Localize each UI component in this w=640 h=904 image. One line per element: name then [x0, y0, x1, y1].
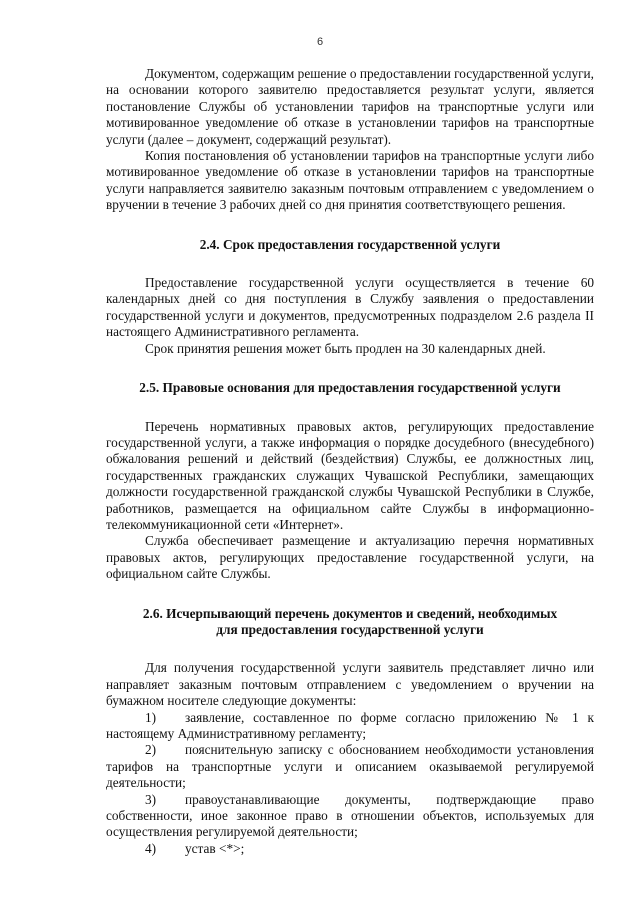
page-number: 6: [316, 36, 324, 48]
list-item: [106, 742, 594, 791]
paragraph-legal-acts-list: Перечень нормативных правовых актов, регулирующих предоставление государственной услуги, а также информация о порядке досудебного (внесудебного) обжалования решений и действий (бездействия) Службы, ее должностных лиц, государственных гражданских служащих Чувашской Республики, замещающих должности государственной гражданской службы Чувашской Республики в Службе, работников, размещается на официальном сайте Службы в информационно-телекоммуникационной сети «Интернет».: [106, 418, 594, 532]
paragraph-term-provision: Предоставление государственной услуги осуществляется в течение 60 календарных дней со дня поступления в Службу заявления о предоставлении государственной услуги и документов, предусмотренных подразделом 2.6 раздела II настоящего Административного регламента.: [106, 275, 594, 340]
list-item-number: 4): [145, 840, 157, 856]
list-item-number: 1): [145, 709, 157, 725]
document-body: [106, 66, 594, 857]
list-item-text: заявление, составленное по форме согласно приложению № 1 к настоящему Административному регламенту;: [106, 709, 594, 741]
list-item-text: устав <*>;: [185, 840, 245, 856]
list-item-number: 3): [145, 791, 157, 807]
heading-2-5: 2.5. Правовые основания для предоставления государственной услуги: [139, 380, 561, 396]
list-item: [106, 841, 594, 857]
paragraph-documents-intro: Для получения государственной услуги заявитель представляет лично или направляет заказным почтовым отправлением с уведомлением о вручении на бумажном носителе следующие документы:: [106, 660, 594, 709]
list-item: [106, 792, 594, 841]
paragraph-legal-acts-publication: Служба обеспечивает размещение и актуализацию перечня нормативных правовых актов, регулирующих предоставление государственной услуги, на официальном сайте Службы.: [106, 533, 594, 582]
list-item: [106, 710, 594, 743]
heading-2-4: 2.4. Срок предоставления государственной услуги: [199, 236, 501, 252]
heading-2-6-line1: 2.6. Исчерпывающий перечень документов и сведений, необходимых: [142, 605, 558, 621]
list-item-text: пояснительную записку с обоснованием необходимости установления тарифов на транспортные услуги и описанием оказываемой регулируемой деятельности;: [106, 742, 594, 791]
list-item-number: 2): [145, 742, 157, 758]
heading-2-6-line2: для предоставления государственной услуги: [216, 621, 484, 637]
paragraph-term-extension: Срок принятия решения может быть продлен на 30 календарных дней.: [145, 340, 546, 356]
paragraph-result-document: Документом, содержащим решение о предоставлении государственной услуги, на основании которого заявителю предоставляется результат услуги, является постановление Службы об установлении тарифов на транспортные услуги или мотивированное уведомление об отказе в установлении тарифов на транспортные услуги (далее – документ, содержащий результат).: [106, 66, 594, 147]
list-item-text: правоустанавливающие документы, подтверждающие право собственности, иное законное право в отношении объектов, используемых для осуществления регулируемой деятельности;: [106, 791, 594, 840]
paragraph-copy-delivery: Копия постановления об установлении тарифов на транспортные услуги либо мотивированное уведомление об отказе в установлении тарифов на транспортные услуги направляется заявителю заказным почтовым отправлением с уведомлением о вручении в течение 3 рабочих дней со дня принятия соответствующего решения.: [106, 148, 594, 213]
heading-2-6: [106, 606, 594, 639]
